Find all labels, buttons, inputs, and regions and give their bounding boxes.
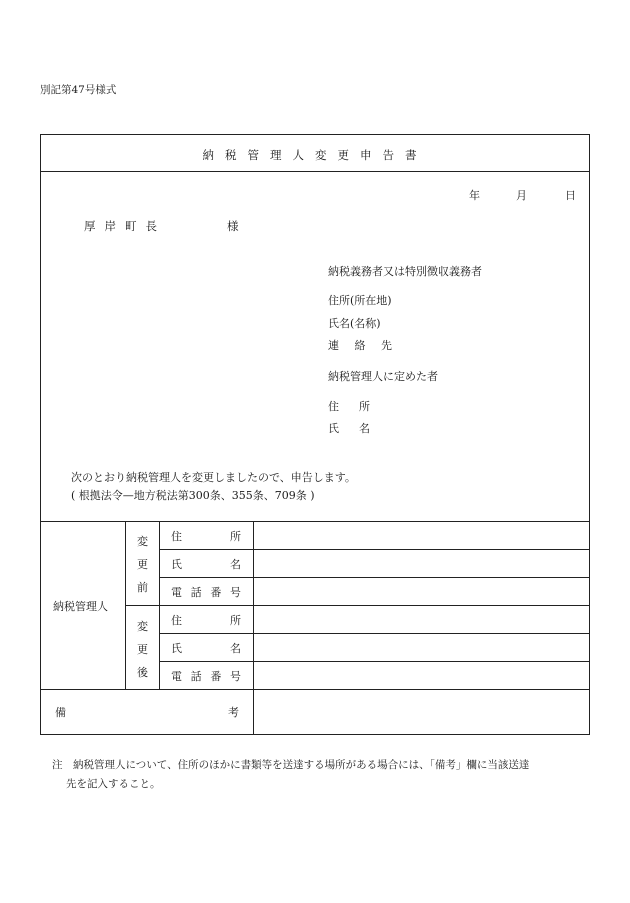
column-divider xyxy=(253,521,254,734)
after-char: 更 xyxy=(137,643,148,656)
before-char: 更 xyxy=(137,558,148,571)
char: 氏 xyxy=(171,558,182,571)
char: 号 xyxy=(229,586,241,599)
remarks-label xyxy=(55,704,239,720)
declaration-form xyxy=(40,134,590,735)
char: 所 xyxy=(230,530,241,543)
title-row xyxy=(41,135,589,172)
date-day-label: 日 xyxy=(565,189,576,202)
table-top-border xyxy=(41,521,589,522)
char: 連 xyxy=(328,339,339,352)
agent-address-label xyxy=(328,398,370,414)
char: 号 xyxy=(229,670,241,683)
char: 考 xyxy=(228,706,239,719)
row-divider xyxy=(125,605,589,606)
row-divider xyxy=(159,549,589,550)
agent-group-label: 納税管理人 xyxy=(53,600,108,613)
row-divider xyxy=(159,577,589,578)
date-year-label: 年 xyxy=(469,189,480,202)
remarks-divider xyxy=(41,689,589,690)
char: 氏 xyxy=(328,422,339,435)
before-char: 変 xyxy=(137,535,148,548)
declaration-text: 次のとおり納税管理人を変更しましたので、申告します。 xyxy=(71,471,356,484)
char: 備 xyxy=(55,706,66,719)
before-address-label xyxy=(171,528,241,544)
row-divider xyxy=(159,633,589,634)
char: 番 xyxy=(210,586,222,599)
char: 所 xyxy=(230,614,241,627)
column-divider xyxy=(159,521,160,689)
form-reference: 別記第47号様式 xyxy=(40,84,117,96)
row-divider xyxy=(159,661,589,662)
form-title: 納税管理人変更申告書 xyxy=(202,148,428,162)
date-month-label: 月 xyxy=(516,189,527,202)
char: 先 xyxy=(381,339,392,352)
char: 電 xyxy=(171,670,182,683)
char: 所 xyxy=(359,400,370,413)
after-address-label xyxy=(171,612,241,628)
after-name-label xyxy=(171,640,241,656)
agent-name-label xyxy=(328,420,370,436)
after-char: 変 xyxy=(137,620,148,633)
before-name-label xyxy=(171,556,241,572)
taxpayer-address-label: 住所(所在地) xyxy=(328,294,392,307)
char: 番 xyxy=(210,670,222,683)
footnote-line-2: 先を記入すること。 xyxy=(66,778,161,790)
before-phone-label xyxy=(171,584,241,600)
footnote-line-1: 注 納税管理人について、住所のほかに書類等を送達する場所がある場合には、「備考」欄に当該送達 xyxy=(52,759,530,771)
legal-basis: ( 根拠法令—地方税法第300条、355条、709条 ) xyxy=(71,489,315,502)
taxpayer-heading: 納税義務者又は特別徴収義務者 xyxy=(328,265,482,278)
char: 住 xyxy=(171,530,182,543)
char: 名 xyxy=(359,422,370,435)
addressee: 厚岸町長 xyxy=(84,219,166,233)
char: 住 xyxy=(328,400,339,413)
char: 氏 xyxy=(171,642,182,655)
before-char: 前 xyxy=(137,581,148,594)
agent-heading: 納税管理人に定めた者 xyxy=(328,370,438,383)
char: 話 xyxy=(190,586,202,599)
char: 電 xyxy=(171,586,182,599)
taxpayer-contact-label xyxy=(328,337,392,353)
after-phone-label xyxy=(171,668,241,684)
char: 話 xyxy=(190,670,202,683)
char: 名 xyxy=(230,642,241,655)
char: 絡 xyxy=(354,339,366,352)
column-divider xyxy=(125,521,126,689)
char: 名 xyxy=(230,558,241,571)
change-table xyxy=(41,521,589,734)
taxpayer-name-label: 氏名(名称) xyxy=(328,317,381,330)
honorific: 様 xyxy=(227,219,239,233)
after-char: 後 xyxy=(137,666,148,679)
char: 住 xyxy=(171,614,182,627)
